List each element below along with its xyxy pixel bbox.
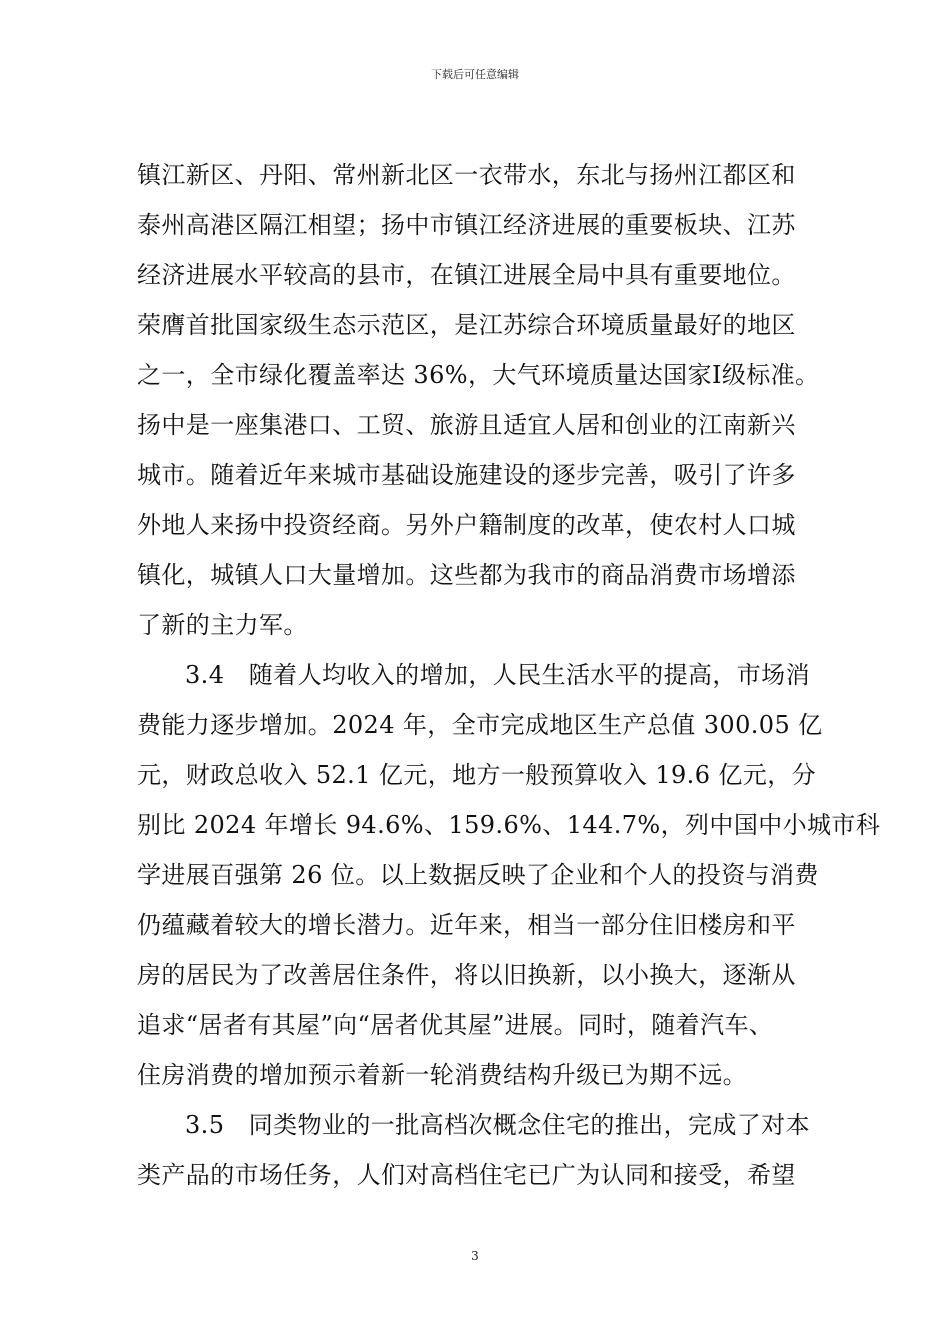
section-3-4-first-line: 3.4 随着人均收入的增加，人民生活水平的提高，市场消 [185,661,810,689]
text-line: 仍蕴藏着较大的增长潜力。近年来，相当一部分住旧楼房和平 [137,911,796,939]
page-header: 下载后可任意编辑 [431,68,519,81]
text-line: 泰州高港区隔江相望；扬中市镇江经济进展的重要板块、江苏 [137,211,796,239]
text-line: 城市。随着近年来城市基础设施建设的逐步完善，吸引了许多 [137,461,796,489]
text-line: 镇江新区、丹阳、常州新北区一衣带水，东北与扬州江都区和 [137,161,796,189]
text-line: 别比 2024 年增长 94.6%、159.6%、144.7%，列中国中小城市科 [137,811,881,839]
text-line: 学进展百强第 26 位。以上数据反映了企业和个人的投资与消费 [137,861,819,889]
text-line: 元，财政总收入 52.1 亿元，地方一般预算收入 19.6 亿元，分 [137,761,816,789]
text-line: 镇化，城镇人口大量增加。这些都为我市的商品消费市场增添 [137,561,796,589]
text-line: 荣膺首批国家级生态示范区，是江苏综合环境质量最好的地区 [137,311,796,339]
text-line: 经济进展水平较高的县市，在镇江进展全局中具有重要地位。 [137,261,796,289]
page-number: 3 [471,1249,479,1263]
text-line: 房的居民为了改善居住条件，将以旧换新，以小换大，逐渐从 [137,961,796,989]
text-line: 住房消费的增加预示着新一轮消费结构升级已为期不远。 [137,1061,747,1089]
text-line: 了新的主力军。 [137,611,308,639]
section-3-5-first-line: 3.5 同类物业的一批高档次概念住宅的推出，完成了对本 [185,1111,810,1139]
text-line: 费能力逐步增加。2024 年，全市完成地区生产总值 300.05 亿 [137,711,823,739]
text-line: 类产品的市场任务，人们对高档住宅已广为认同和接受，希望 [137,1161,796,1189]
text-line: 扬中是一座集港口、工贸、旅游且适宜人居和创业的江南新兴 [137,411,796,439]
body-text [137,150,881,1200]
text-line: 外地人来扬中投资经商。另外户籍制度的改革，使农村人口城 [137,511,796,539]
text-line: 追求“居者有其屋”向“居者优其屋”进展。同时，随着汽车、 [137,1011,774,1039]
text-line: 之一，全市绿化覆盖率达 36%，大气环境质量达国家Ⅰ级标准。 [137,361,820,389]
